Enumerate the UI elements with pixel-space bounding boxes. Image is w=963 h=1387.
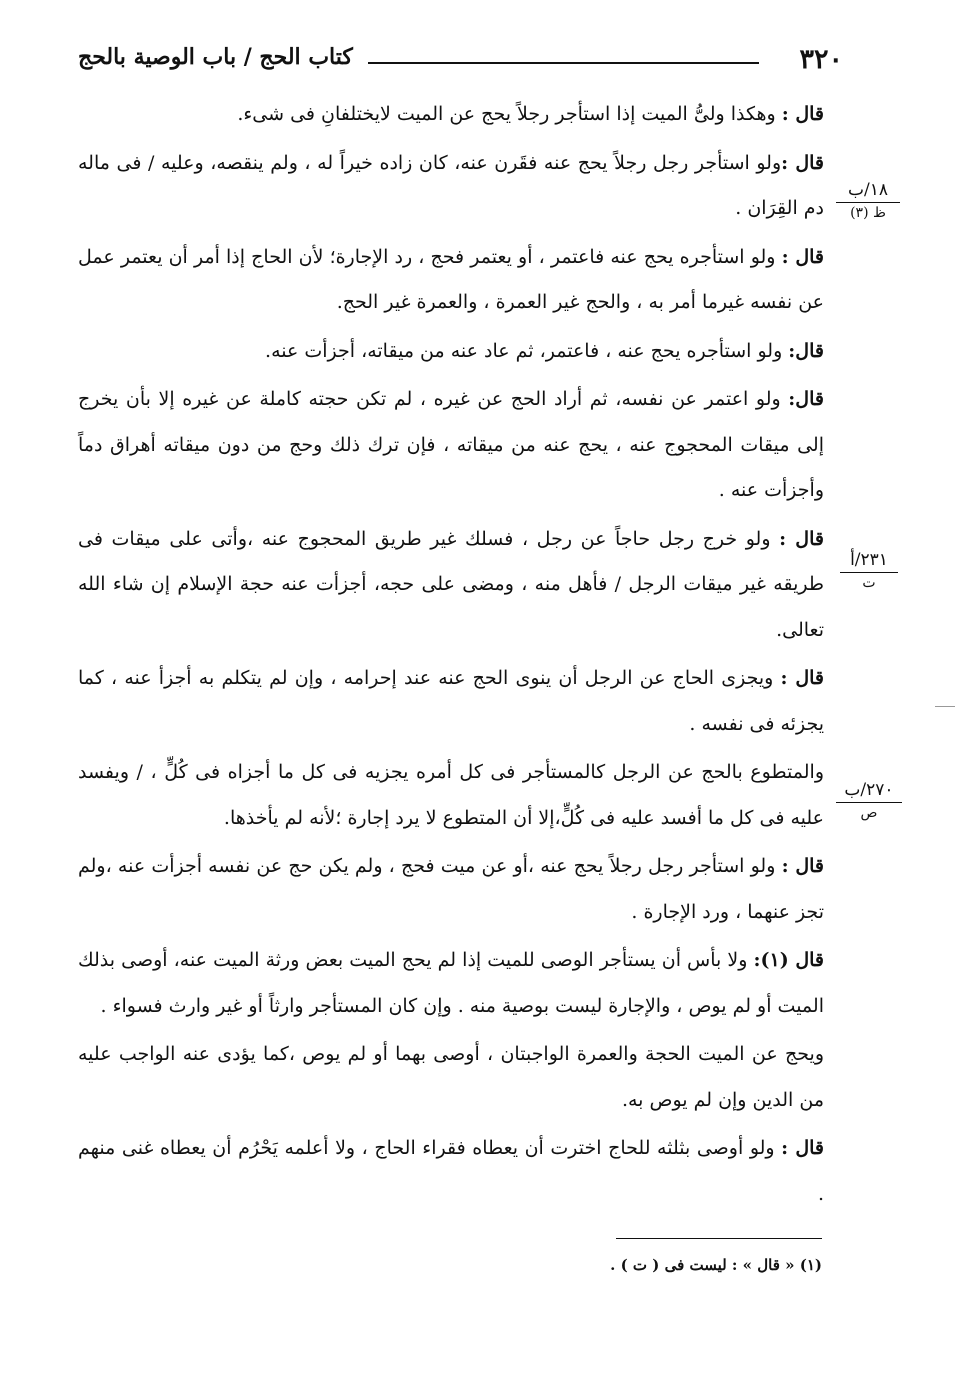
paragraph-lead: قال : — [781, 1137, 824, 1159]
running-title: كتاب الحج / باب الوصية بالحج — [78, 44, 353, 70]
footnote-rule — [616, 1238, 822, 1239]
margin-note-folio: ٢٣١/أ — [840, 550, 898, 573]
paragraph — [78, 656, 824, 747]
body-text — [78, 92, 824, 1220]
paragraph-text: ولو أوصى بثلثه للحاج اخترت أن يعطاه فقراء الحاج ، ولا أعلمه يَحْرُم أن يعطاه غنى منهم . — [78, 1137, 824, 1205]
paragraph — [78, 517, 824, 654]
paragraph-text: ولو اعتمر عن نفسه، ثم أراد الحج عن غيره ، لم تكن حجته كاملة عن غيره إلا بأن يخرج إلى ميقات المحجوج عنه ، يحج عنه من ميقاته ، فإن ترك ذلك وحج من دون ميقاته أهراق دماً وأجزأت عنه . — [78, 388, 824, 501]
paragraph-text: وهكذا ولىُّ الميت إذا استأجر رجلاً يحج عن الميت لايختلفانِ فى شىء. — [237, 103, 782, 125]
paragraph-text: ولو استأجره يحج عنه ، فاعتمر، ثم عاد عنه من ميقاته، أجزأت عنه. — [265, 339, 789, 362]
paragraph — [78, 377, 824, 514]
scan-mark — [935, 706, 955, 707]
paragraph — [78, 750, 824, 841]
paragraph-text: والمتطوع بالحج عن الرجل كالمستأجر فى كل أمره يجزيه فى كل ما أجزاه فى كُلٍّ ، / ويفسد عليه فى كل ما أفسد عليه فى كُلٍّ،إلا أن المتطوع لا يرد إجارة ؛لأنه لم يأخذها. — [78, 761, 824, 829]
paragraph — [78, 938, 824, 1029]
paragraph-lead: قال : — [780, 667, 824, 689]
margin-note — [836, 780, 902, 824]
paragraph — [78, 1032, 824, 1123]
paragraph — [78, 844, 824, 935]
margin-note — [836, 180, 900, 224]
paragraph — [78, 141, 824, 232]
margin-note-siglum: ص — [860, 805, 878, 821]
paragraph-lead: قال : — [781, 103, 824, 125]
margin-note-folio: ٢٧٠/ب — [836, 780, 902, 803]
margin-note-folio: ١٨/ب — [836, 180, 900, 203]
paragraph-text: ويجزى الحاج عن الرجل أن ينوى الحج عنه عند إحرامه ، وإن لم يتكلم به أجزأ عنه ، كما يجزئه فى نفسه . — [78, 667, 824, 735]
header-rule — [368, 62, 759, 64]
paragraph-text: ولا بأس أن يستأجر الوصى للميت إذا لم يحج الميت بعض ورثة الميت عنه، أوصى بذلك الميت أو لم يوص ، والإجارة ليست بوصية منه . وإن كان المستأجر وارثاً أو غير وارث فسواء . — [78, 949, 824, 1017]
paragraph-lead: قال: — [788, 388, 824, 410]
footnote: (١) « قال » : ليست فى ( ت ) . — [610, 1256, 822, 1274]
paragraph-lead: قال (١): — [753, 949, 825, 971]
paragraph — [78, 235, 824, 326]
paragraph-lead: قال: — [788, 339, 824, 362]
margin-note-siglum: ت — [862, 575, 876, 591]
paragraph-lead: قال : — [779, 527, 824, 550]
paragraph-lead: قال : — [781, 245, 824, 268]
paragraph-text: ولو استأجر رجل رجلاً يحج عنه فقَرن عنه، كان زاده خيراً له ، ولم ينقصه، وعليه / فى ماله دم القِرَان . — [78, 151, 824, 219]
paragraph-lead: قال : — [781, 855, 824, 877]
paragraph — [78, 1126, 824, 1217]
paragraph — [78, 329, 824, 375]
paragraph — [78, 92, 824, 138]
margin-note — [840, 550, 898, 594]
page-header — [78, 40, 843, 80]
paragraph-lead: قال : — [781, 151, 824, 174]
paragraph-text: ويحج عن الميت الحجة والعمرة الواجبتان ، أوصى بهما أو لم يوص ،كما يؤدى عنه الواجب عليه من الدين وإن لم يوص به. — [78, 1043, 824, 1111]
paragraph-text: ولو استأجر رجل رجلاً يحج عنه ،أو عن ميت فحج ، ولم يكن حج عن نفسه أجزأت عنه ،ولم تجز عنهما ، ورد الإجارة . — [78, 855, 824, 923]
paragraph-text: ولو خرج رجل حاجاً عن رجل ، فسلك غير طريق المحجوج عنه ،وأتى على ميقات فى طريقه غير ميقات الرجل / فأهل منه ، ومضى على حجه، أجزأت عنه حجة الإسلام إن شاء الله تعالى. — [78, 527, 824, 641]
paragraph-text: ولو استأجره يحج عنه فاعتمر ، أو يعتمر فحج ، رد الإجارة؛ لأن الحاج إذا أمر أن يعتمر عمل عن نفسه غيرما أمر به ، والحج غير العمرة ، والعمرة غير الحج. — [78, 245, 824, 313]
page-number: ٣٢٠ — [799, 44, 843, 75]
margin-note-siglum: ظ (٣) — [850, 205, 886, 221]
